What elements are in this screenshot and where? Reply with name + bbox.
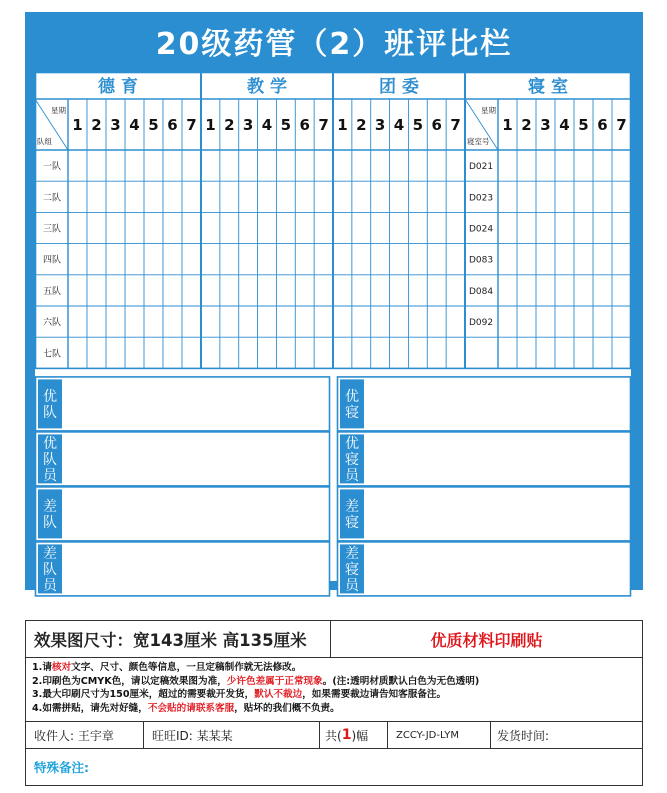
day-number: 3 bbox=[374, 116, 386, 134]
corner-left-top: 星期 bbox=[51, 106, 66, 115]
honor-label-char: 优 bbox=[43, 435, 57, 452]
team-label: 一队 bbox=[43, 162, 62, 173]
note-text: 3.最大印刷尺寸为150厘米，超过的需要裁开发货， bbox=[32, 689, 255, 701]
note-text: 。(注:透明材质默认白色为无色透明) bbox=[322, 675, 480, 687]
day-number: 3 bbox=[242, 116, 254, 134]
score-grid bbox=[35, 72, 631, 594]
count-prefix: 共( bbox=[325, 728, 342, 743]
room-label: D092 bbox=[469, 318, 494, 329]
honor-label-char: 员 bbox=[43, 577, 57, 594]
day-number: 6 bbox=[431, 116, 442, 134]
day-number: 7 bbox=[616, 116, 627, 134]
day-number: 5 bbox=[148, 116, 159, 134]
honor-label-char: 寝 bbox=[345, 451, 359, 468]
honor-box bbox=[338, 377, 631, 431]
info-detail-row bbox=[26, 722, 642, 749]
day-number: 7 bbox=[450, 116, 461, 134]
room-label: D023 bbox=[469, 193, 494, 204]
day-number: 5 bbox=[280, 116, 292, 134]
note-text: 文字、尺寸、颜色等信息，一旦定稿制作就无法修改。 bbox=[71, 662, 302, 673]
day-number: 5 bbox=[578, 116, 589, 134]
note-line bbox=[32, 661, 642, 675]
day-number: 2 bbox=[521, 116, 532, 134]
day-number: 6 bbox=[299, 116, 310, 134]
note-text: 4.如需拼贴，请先对好缝， bbox=[32, 702, 148, 714]
board bbox=[25, 12, 643, 594]
honor-box bbox=[338, 432, 631, 486]
product-code: ZCCY-JD-LYM bbox=[388, 722, 491, 748]
honor-label-char: 队 bbox=[43, 404, 57, 421]
note-text: 2.印刷色为CMYK色，请以定稿效果图为准， bbox=[32, 675, 227, 687]
day-number: 6 bbox=[167, 116, 178, 134]
day-number: 4 bbox=[261, 116, 273, 134]
special-notes: 特殊备注: bbox=[34, 760, 89, 775]
note-highlight: 少许色差属于正常现象 bbox=[226, 675, 323, 687]
room-label: D083 bbox=[469, 255, 494, 266]
honor-label-char: 队 bbox=[43, 451, 57, 468]
note-text: ，贴坏的我们概不负责。 bbox=[234, 702, 340, 714]
honor-label-char: 队 bbox=[43, 514, 57, 531]
honor-label-char: 员 bbox=[345, 467, 359, 484]
honor-label-char: 差 bbox=[345, 498, 359, 515]
day-number: 2 bbox=[356, 116, 367, 134]
honor-box bbox=[36, 487, 330, 541]
honor-label-char: 差 bbox=[43, 545, 57, 562]
room-label: D024 bbox=[469, 224, 494, 235]
note-text: 1.请 bbox=[32, 662, 52, 673]
board-title: 20级药管（2）班评比栏 bbox=[155, 26, 513, 62]
section-title: 德 育 bbox=[98, 77, 138, 97]
honor-label-char: 员 bbox=[43, 467, 57, 484]
day-number: 1 bbox=[337, 116, 348, 134]
team-label: 五队 bbox=[43, 286, 62, 297]
team-label: 六队 bbox=[43, 318, 62, 329]
honor-label-char: 寝 bbox=[345, 404, 359, 421]
honor-label-char: 队 bbox=[43, 561, 57, 578]
section-title: 寝 室 bbox=[528, 77, 568, 97]
room-label: D021 bbox=[469, 162, 494, 173]
honor-box bbox=[36, 542, 330, 596]
count-label bbox=[320, 722, 388, 748]
team-label: 三队 bbox=[43, 224, 62, 235]
honor-label-char: 差 bbox=[43, 498, 57, 515]
note-highlight: 不会贴的请联系客服 bbox=[147, 702, 235, 714]
wangwang-id: 旺旺ID: 某某某 bbox=[144, 722, 320, 748]
section-title: 教 学 bbox=[247, 77, 287, 97]
day-number: 4 bbox=[393, 116, 405, 134]
honor-box bbox=[36, 377, 330, 431]
section-title: 团 委 bbox=[379, 77, 419, 97]
corner-left-bottom: 队组 bbox=[37, 137, 52, 146]
team-label: 四队 bbox=[43, 255, 62, 266]
day-number: 4 bbox=[559, 116, 570, 134]
day-number: 6 bbox=[597, 116, 608, 134]
day-number: 1 bbox=[205, 116, 216, 134]
honor-label-char: 员 bbox=[345, 577, 359, 594]
honor-label-char: 寝 bbox=[345, 514, 359, 531]
note-line bbox=[32, 675, 642, 689]
day-number: 2 bbox=[91, 116, 102, 134]
note-highlight: 核对 bbox=[51, 662, 72, 673]
notes-block bbox=[26, 658, 642, 722]
dimension-text: 效果图尺寸：宽143厘米 高135厘米 bbox=[26, 621, 331, 657]
day-number: 5 bbox=[412, 116, 424, 134]
honor-label-char: 差 bbox=[345, 545, 359, 562]
count-suffix: )幅 bbox=[351, 728, 369, 743]
honor-box bbox=[36, 432, 330, 486]
special-row bbox=[26, 749, 642, 785]
info-box bbox=[25, 620, 643, 786]
note-line bbox=[32, 702, 642, 716]
honor-box bbox=[338, 542, 631, 596]
honor-box bbox=[338, 487, 631, 541]
team-label: 七队 bbox=[43, 349, 62, 360]
honor-label-char: 优 bbox=[345, 435, 359, 452]
room-label: D084 bbox=[469, 286, 494, 297]
recipient: 收件人: 王宇章 bbox=[26, 722, 144, 748]
corner-right-top: 星期 bbox=[481, 106, 496, 115]
day-number: 3 bbox=[540, 116, 551, 134]
team-label: 二队 bbox=[43, 193, 62, 204]
honor-label-char: 寝 bbox=[345, 561, 359, 578]
day-number: 1 bbox=[502, 116, 513, 134]
board-inner bbox=[35, 72, 631, 594]
day-number: 2 bbox=[224, 116, 235, 134]
corner-right-bottom: 寝室号 bbox=[467, 137, 490, 146]
ship-time: 发货时间: bbox=[497, 728, 550, 743]
day-number: 3 bbox=[110, 116, 121, 134]
promo-text: 优质材料印刷贴 bbox=[430, 630, 543, 650]
day-number: 4 bbox=[129, 116, 140, 134]
note-text: ，如果需要裁边请告知客服备注。 bbox=[302, 689, 447, 701]
count-value: 1 bbox=[341, 727, 352, 743]
info-header-row bbox=[26, 621, 642, 658]
note-line bbox=[32, 688, 642, 702]
day-number: 7 bbox=[318, 116, 329, 134]
day-number: 1 bbox=[72, 116, 83, 134]
day-number: 7 bbox=[186, 116, 197, 134]
honor-label-char: 优 bbox=[43, 388, 57, 405]
honor-label-char: 优 bbox=[345, 388, 359, 405]
note-highlight: 默认不裁边 bbox=[254, 689, 303, 701]
